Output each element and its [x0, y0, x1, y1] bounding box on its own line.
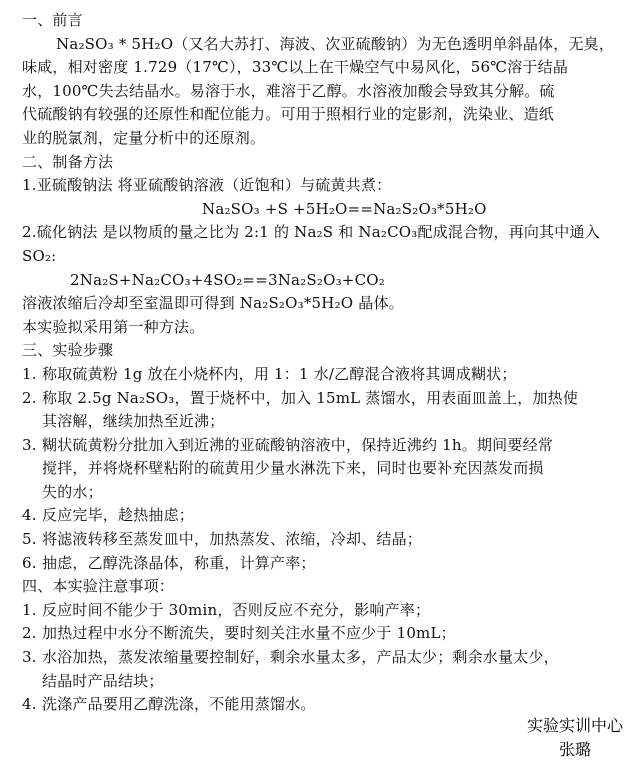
list-item: 3. 糊状硫黄粉分批加入到近沸的亚硫酸钠溶液中，保持近沸约 1h。期间要经常 — [22, 435, 553, 454]
signature-name: 张璐 — [558, 742, 591, 759]
notes-list — [22, 599, 628, 717]
list-item-cont: 失的水； — [42, 482, 103, 501]
list-item: 1. 反应时间不能少于 30min，否则反应不充分，影响产率； — [22, 600, 431, 619]
equation-2: 2Na₂S+Na₂CO₃+4SO₂==3Na₂S₂O₃+CO₂ — [70, 270, 385, 289]
prep-method-2-result: 溶液浓缩后冷却至室温即可得到 Na₂S₂O₃*5H₂O 晶体。 — [22, 294, 404, 313]
intro-line-4: 代硫酸钠有较强的还原性和配位能力。可用于照相行业的定影剂，洗染业、造纸 — [22, 105, 555, 124]
prep-method-2: 2.硫化钠法 是以物质的量之比为 2:1 的 Na₂S 和 Na₂CO₃配成混合物，再向其中通入 — [22, 223, 600, 242]
prep-choice: 本实验拟采用第一种方法。 — [22, 317, 205, 336]
list-item: 6. 抽虑，乙醇洗涤晶体，称重，计算产率； — [22, 553, 316, 572]
list-item: 5. 将滤液转移至蒸发皿中，加热蒸发、浓缩，冷却、结晶； — [22, 530, 423, 549]
intro-line-2: 味咸，相对密度 1.729（17℃），33℃以上在干燥空气中易风化，56℃溶于结晶 — [22, 58, 569, 77]
steps-list — [22, 363, 628, 575]
signature-name-row — [0, 737, 640, 760]
list-item: 2. 加热过程中水分不断流失，要时刻关注水量不应少于 10mL； — [22, 624, 456, 643]
section-title-notes: 四、本实验注意事项： — [22, 577, 175, 596]
section-title-steps: 三、实验步骤 — [22, 341, 114, 360]
list-item-cont: 其溶解，继续加热至近沸； — [42, 412, 225, 431]
signature-org-row — [0, 713, 640, 736]
intro-line-3: 水，100℃失去结晶水。易溶于水，难溶于乙醇。水溶液加酸会导致其分解。硫 — [22, 81, 555, 100]
prep-method-2-cont: SO₂: — [22, 246, 57, 265]
equation-1: Na₂SO₃ +S +5H₂O==Na₂S₂O₃*5H₂O — [202, 199, 487, 218]
intro-line-5: 业的脱氯剂，定量分析中的还原剂。 — [22, 128, 266, 147]
list-item-cont: 结晶时产品结块； — [42, 671, 164, 690]
list-item-cont: 搅拌，并将烧杯壁粘附的硫黄用少量水淋洗下来，同时也要补充因蒸发而损 — [42, 459, 544, 478]
list-item: 4. 反应完毕，趁热抽虑； — [22, 506, 195, 525]
list-item: 3. 水浴加热，蒸发浓缩量要控制好，剩余水量太多，产品太少；剩余水量太少， — [22, 648, 559, 667]
list-item: 2. 称取 2.5g Na₂SO₃，置于烧杯中，加入 15mL 蒸馏水，用表面皿盖上，加热使 — [22, 388, 579, 407]
prep-method-1: 1.亚硫酸钠法 将亚硫酸钠溶液（近饱和）与硫黄共煮： — [22, 176, 392, 195]
section-title-prep: 二、制备方法 — [22, 152, 114, 171]
signature-org: 实验实训中心 — [526, 718, 623, 735]
section-title-intro: 一、前言 — [22, 11, 83, 29]
intro-line-1: Na₂SO₃ * 5H₂O（又名大苏打、海波、次亚硫酸钠）为无色透明单斜晶体，无臭， — [56, 34, 615, 53]
list-item: 4. 洗涤产品要用乙醇洗涤，不能用蒸馏水。 — [22, 695, 316, 714]
list-item: 1. 称取硫黄粉 1g 放在小烧杯内，用 1：1 水/乙醇混合液将其调成糊状； — [22, 364, 517, 383]
